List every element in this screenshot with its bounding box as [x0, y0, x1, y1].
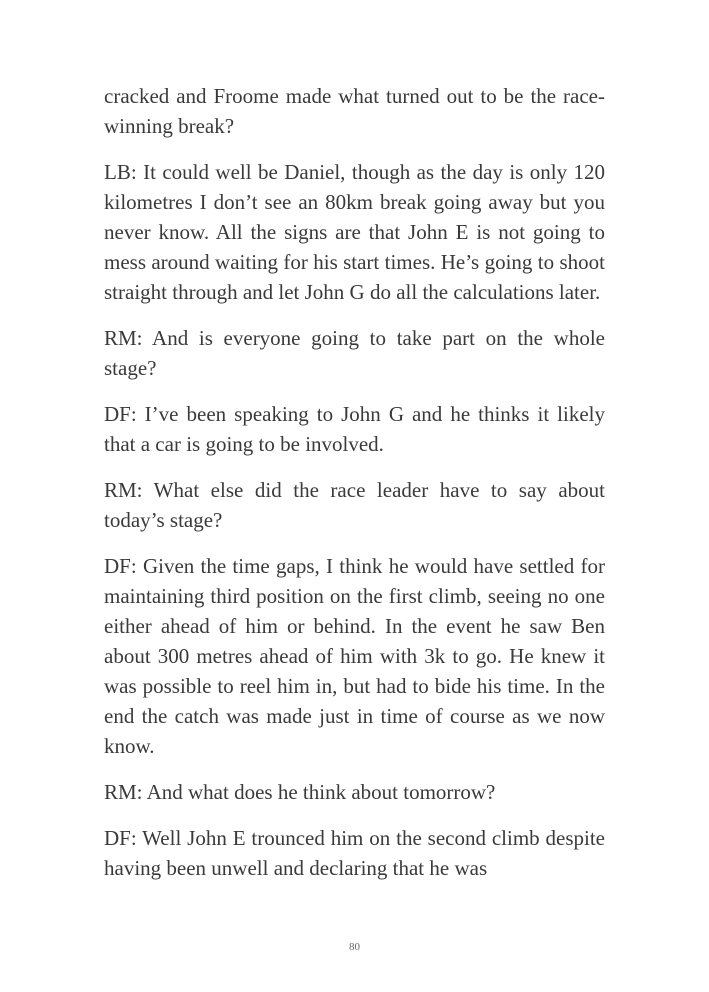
- body-text: [104, 81, 605, 883]
- paragraph: DF: I’ve been speaking to John G and he thinks it likely that a car is going to be involved.: [104, 402, 605, 456]
- paragraph: LB: It could well be Daniel, though as the day is only 120 kilometres I don’t see an 80km break going away but you never know. All the signs are that John E is not going to mess around waiting for his start times. He’s going to shoot straight through and let John G do all the calculations later.: [104, 160, 605, 304]
- page-number: 80: [349, 941, 360, 953]
- paragraph: DF: Well John E trounced him on the second climb despite having been unwell and declaring that he was: [104, 826, 605, 880]
- paragraph: RM: What else did the race leader have to say about today’s stage?: [104, 478, 605, 532]
- paragraph: cracked and Froome made what turned out to be the race-winning break?: [104, 84, 605, 138]
- paragraph: DF: Given the time gaps, I think he would have settled for maintaining third position on the first climb, seeing no one either ahead of him or behind. In the event he saw Ben about 300 metres ahead of him with 3k to go. He knew it was possible to reel him in, but had to bide his time. In the end the catch was made just in time of course as we now know.: [104, 554, 605, 758]
- paragraph: RM: And what does he think about tomorrow?: [104, 780, 496, 804]
- paragraph: RM: And is everyone going to take part on the whole stage?: [104, 326, 605, 380]
